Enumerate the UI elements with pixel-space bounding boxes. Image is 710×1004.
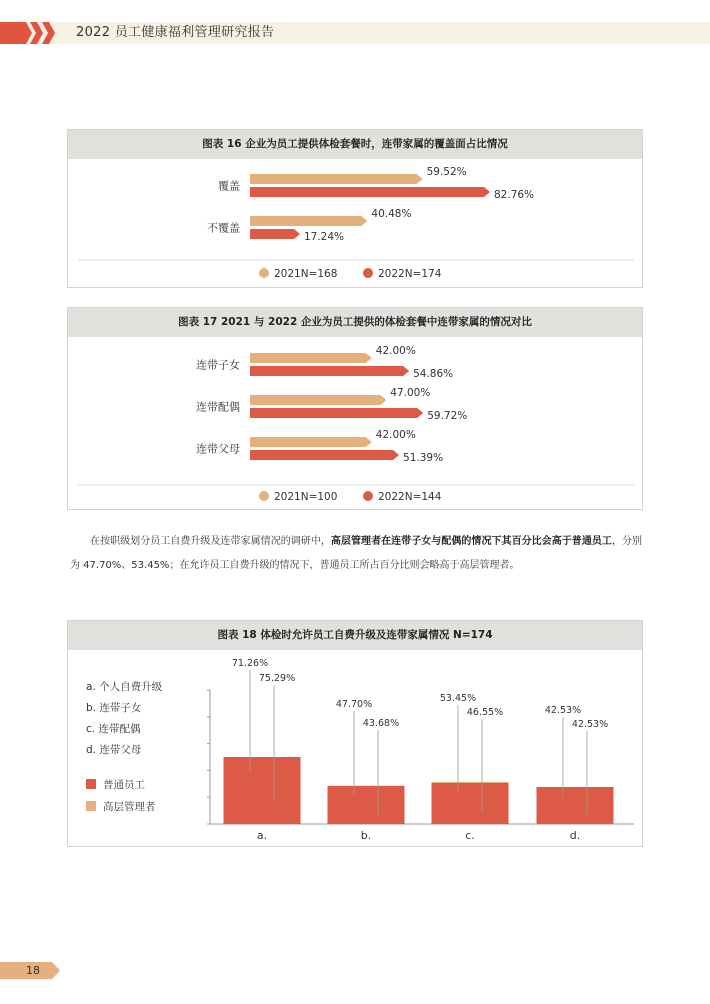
chart18-key-item: a. 个人自费升级 <box>86 681 163 693</box>
chart18-x-tick-label: a. <box>256 829 268 842</box>
chart18-x-tick-label: c. <box>465 829 475 842</box>
chart18-data-label: 53.45% <box>439 693 477 704</box>
chart16-data-label: 82.76% <box>494 189 535 201</box>
chart16-title: 图表 16 企业为员工提供体检套餐时，连带家属的覆盖面占比情况 <box>68 130 642 159</box>
chart16-data-label: 40.48% <box>371 208 412 220</box>
chart16-data-label: 59.52% <box>426 166 467 178</box>
chart17-data-label: 59.72% <box>427 410 468 422</box>
paragraph-text-2: ，分别为 47.70%、53.45%；在允许员工自费升级的情况下，普通员工所占百分比则会略高于高层管理者。 <box>70 536 643 571</box>
chart18-bar-segment <box>224 757 301 824</box>
chart17-category-label: 连带配偶 <box>196 400 240 414</box>
chart18-bar-segment <box>432 783 509 824</box>
chart16-category-label: 覆盖 <box>218 179 240 193</box>
chart18-data-label: 75.29% <box>258 673 296 684</box>
chart16-legend-dot-icon <box>259 268 269 278</box>
chart18-data-label: 71.26% <box>231 658 269 669</box>
paragraph-text-1: 在按职级划分员工自费升级及连带家属情况的调研中， <box>90 536 331 547</box>
chart18-data-label: 42.53% <box>544 705 582 716</box>
chart17-bar <box>250 450 399 460</box>
chart17-title: 图表 17 2021 与 2022 企业为员工提供的体检套餐中连带家属的情况对比 <box>68 308 642 337</box>
chart18-bar-segment <box>537 787 614 824</box>
chart17-legend-label: 2021N=100 <box>274 491 338 503</box>
chart18-legend-swatch-icon <box>86 779 96 789</box>
chart16-category-label: 不覆盖 <box>207 221 240 235</box>
chart16-bar <box>250 229 300 239</box>
chart18-data-label: 47.70% <box>335 699 373 710</box>
chart17-panel <box>67 307 643 510</box>
chart16-bar <box>250 174 423 184</box>
chart17-legend-dot-icon <box>259 491 269 501</box>
chart18-x-tick-label: b. <box>360 829 372 842</box>
chart16-legend-label: 2021N=168 <box>274 268 338 280</box>
chart17-data-label: 42.00% <box>375 429 416 441</box>
body-paragraph <box>70 530 642 578</box>
header-title: 2022 员工健康福利管理研究报告 <box>76 25 275 40</box>
chart17-legend-label: 2022N=144 <box>378 491 442 503</box>
chart18-panel <box>67 620 643 847</box>
chart17-bar <box>250 437 372 447</box>
chart16-data-label: 17.24% <box>303 231 345 243</box>
chart18-legend-label: 高层管理者 <box>103 801 156 813</box>
chart17-data-label: 42.00% <box>375 345 416 357</box>
chart18-key-item: d. 连带父母 <box>86 744 142 756</box>
chart17-category-label: 连带子女 <box>196 358 240 372</box>
page-number: 18 <box>26 964 40 977</box>
chart16-bar <box>250 187 490 197</box>
chart16-panel <box>67 129 643 288</box>
chart17-bar <box>250 395 386 405</box>
chart18-bar-segment <box>432 782 509 783</box>
chart18-key-item: b. 连带子女 <box>86 702 142 714</box>
chart18-data-label: 43.68% <box>362 718 400 729</box>
chart18-data-label: 42.53% <box>571 719 609 730</box>
chart17-bar <box>250 408 423 418</box>
paragraph-emphasis: 高层管理者在连带子女与配偶的情况下其百分比会高于普通员工 <box>330 536 612 547</box>
header-arrows-icon <box>0 22 70 44</box>
chart17-legend-dot-icon <box>363 491 373 501</box>
chart18-svg <box>68 650 642 846</box>
chart18-key-item: c. 连带配偶 <box>86 723 141 735</box>
chart17-category-label: 连带父母 <box>196 442 240 456</box>
chart17-bar <box>250 353 372 363</box>
chart18-legend-label: 普通员工 <box>103 779 145 791</box>
chart18-legend-swatch-icon <box>86 801 96 811</box>
chart18-x-tick-label: d. <box>569 829 581 842</box>
chart17-data-label: 51.39% <box>403 452 444 464</box>
chart16-legend-label: 2022N=174 <box>378 268 442 280</box>
chart16-legend-dot-icon <box>363 268 373 278</box>
chart16-svg <box>68 159 642 287</box>
chart17-bar <box>250 366 409 376</box>
chart18-data-label: 46.55% <box>466 707 504 718</box>
chart17-data-label: 47.00% <box>390 387 431 399</box>
chart18-title: 图表 18 体检时允许员工自费升级及连带家属情况 N=174 <box>68 621 642 650</box>
chart17-data-label: 54.86% <box>413 368 454 380</box>
chart18-bar-segment <box>328 786 405 824</box>
chart17-svg <box>68 337 642 509</box>
chart16-bar <box>250 216 367 226</box>
